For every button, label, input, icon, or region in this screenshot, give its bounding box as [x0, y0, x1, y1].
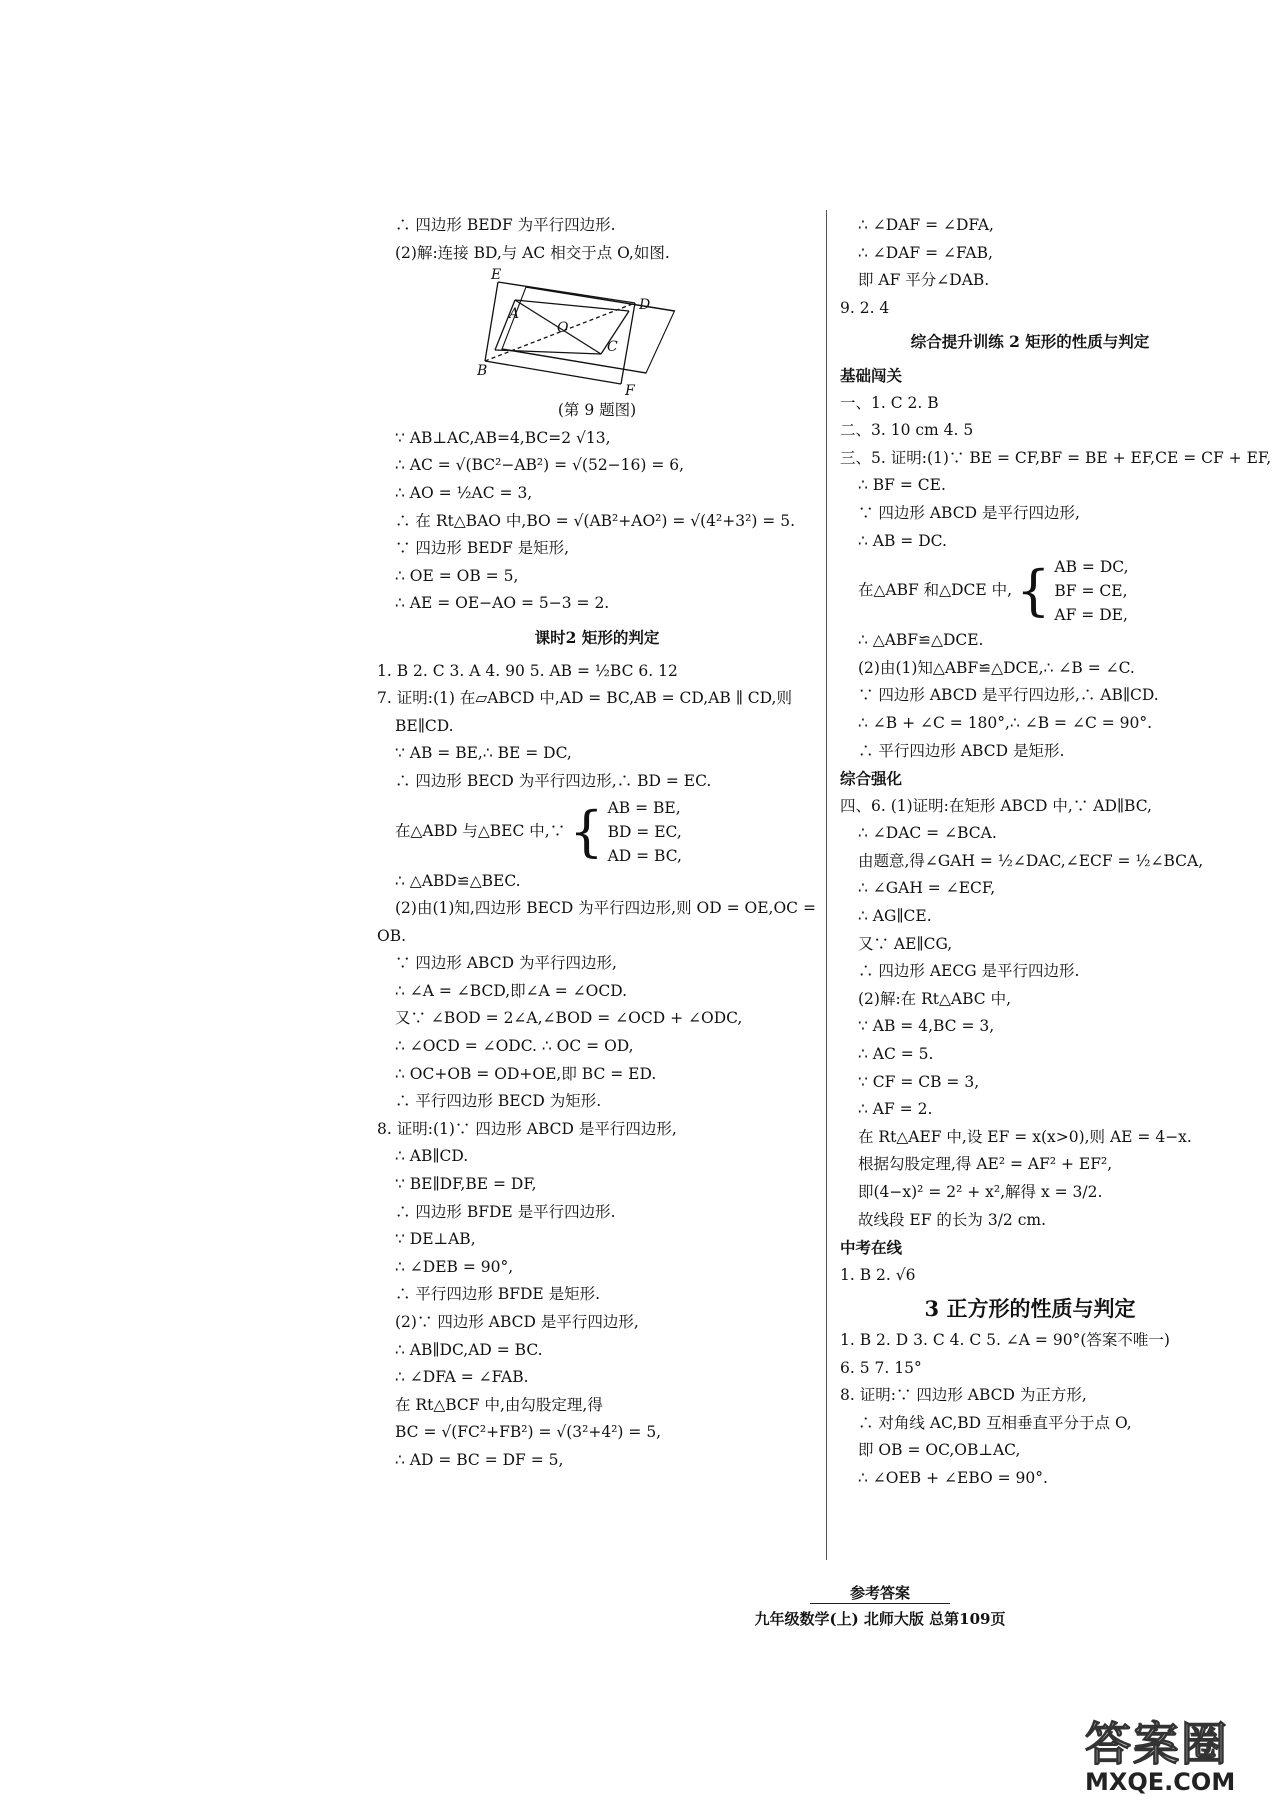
column-divider [826, 210, 827, 1560]
label-D: D [639, 297, 651, 314]
text-line: ∵ AB = BE,∴ BE = DC, [395, 744, 572, 763]
text-line: ∴ ∠A = ∠BCD,即∠A = ∠OCD. [395, 981, 628, 1000]
text-line: ∴ AC = 5. [858, 1045, 934, 1064]
text-line: ∴ BF = CE. [858, 476, 946, 495]
text-line: ∴ 平行四边形 ABCD 是矩形. [858, 741, 1065, 760]
label-A: A [509, 306, 520, 323]
text-line: 8. 证明:∵ 四边形 ABCD 为正方形, [840, 1386, 1087, 1405]
text-line: ∴ △ABD≌△BEC. [395, 871, 521, 890]
brace-icon: { [569, 799, 604, 863]
text-line: ∴ AO = ½AC = 3, [395, 483, 533, 502]
brace-prefix: 在△ABD 与△BEC 中,∵ [395, 821, 566, 840]
footer-subtitle: 九年级数学(上) 北师大版 总第109页 [754, 1610, 1006, 1628]
text-line: 7. 证明:(1) 在▱ABCD 中,AD = BC,AB = CD,AB ∥ CD,则 [377, 689, 792, 708]
brace-item: AF = DE, [1054, 606, 1128, 625]
text-line: ∴ AF = 2. [858, 1100, 933, 1119]
text-line: ∴ ∠DAF = ∠DFA, [858, 216, 994, 234]
answer-line: 1. B 2. √6 [840, 1265, 916, 1284]
brace-group [377, 796, 817, 868]
brace-group [840, 555, 1220, 627]
text-line: (2)由(1)知,四边形 BECD 为平行四边形,则 OD = OE,OC = [395, 899, 816, 918]
answer-line: 1. B 2. D 3. C 4. C 5. ∠A = 90°(答案不唯一) [840, 1330, 1170, 1349]
text-line: ∴ 四边形 BFDE 是平行四边形. [395, 1202, 616, 1221]
text-line: ∴ 在 Rt△BAO 中,BO = √(AB²+AO²) = √(4²+3²) = 5. [395, 511, 795, 530]
text-line: BC = √(FC²+FB²) = √(3²+4²) = 5, [395, 1423, 662, 1442]
text-line: (2)解:在 Rt△ABC 中, [858, 989, 1012, 1008]
brace-item: BD = EC, [607, 822, 682, 841]
text-line: ∵ 四边形 ABCD 是平行四边形,∴ AB∥CD. [858, 686, 1159, 705]
text-line: (2)∵ 四边形 ABCD 是平行四边形, [395, 1313, 639, 1331]
text-line: ∴ AD = BC = DF = 5, [395, 1450, 564, 1469]
text-line: ∵ AB⊥AC,AB=4,BC=2 √13, [395, 428, 611, 447]
text-line: ∴ ∠DAF = ∠FAB, [858, 243, 993, 262]
subsection-title: 中考在线 [840, 1238, 903, 1258]
label-O: O [557, 320, 569, 337]
brace-item: AB = BE, [607, 798, 681, 817]
watermark-logo [1085, 1708, 1255, 1796]
text-line: ∵ BE∥DF,BE = DF, [395, 1175, 537, 1194]
text-line: 8. 证明:(1)∵ 四边形 ABCD 是平行四边形, [377, 1119, 677, 1138]
text-line: 三、5. 证明:(1)∵ BE = CF,BF = BE + EF,CE = CF + EF, [840, 448, 1272, 467]
text-line: 故线段 EF 的长为 3/2 cm. [858, 1210, 1047, 1229]
brace-prefix: 在△ABF 和△DCE 中, [858, 581, 1013, 600]
text-line: ∴ ∠B + ∠C = 180°,∴ ∠B = ∠C = 90°. [858, 713, 1153, 732]
label-E: E [491, 267, 502, 284]
label-C: C [607, 339, 618, 356]
text-line: 又∵ AE∥CG, [858, 934, 953, 953]
text-line: ∴ AC = √(BC²−AB²) = √(52−16) = 6, [395, 456, 685, 475]
text-line: ∵ CF = CB = 3, [858, 1072, 980, 1091]
text-line: ∴ AG∥CE. [858, 907, 932, 926]
brace-item: BF = CE, [1054, 582, 1128, 601]
figure-9 [377, 267, 817, 397]
text-line: 在 Rt△BCF 中,由勾股定理,得 [395, 1395, 603, 1414]
subsection-title: 综合强化 [840, 769, 903, 789]
text-line: 在 Rt△AEF 中,设 EF = x(x>0),则 AE = 4−x. [858, 1127, 1192, 1146]
text-line: ∴ ∠GAH = ∠ECF, [858, 879, 996, 898]
text-line: ∴ 四边形 BECD 为平行四边形,∴ BD = EC. [395, 771, 712, 790]
text-line: ∴ OC+OB = OD+OE,即 BC = ED. [395, 1064, 657, 1083]
page-footer [700, 1582, 1060, 1629]
text-line: (2)解:连接 BD,与 AC 相交于点 O,如图. [395, 243, 670, 262]
text-line: ∴ 平行四边形 BFDE 是矩形. [395, 1285, 601, 1304]
subsection-title: 基础闯关 [840, 365, 903, 385]
text-line: ∴ ∠DFA = ∠FAB. [395, 1368, 529, 1387]
section-heading: 课时2 矩形的判定 [534, 627, 660, 647]
text-line: 四、6. (1)证明:在矩形 ABCD 中,∵ AD∥BC, [840, 796, 1152, 815]
text-line: ∴ 四边形 AECG 是平行四边形. [858, 962, 1080, 981]
text-line: ∴ AE = OE−AO = 5−3 = 2. [395, 594, 610, 613]
text-line: ∴ 对角线 AC,BD 互相垂直平分于点 O, [858, 1413, 1132, 1432]
text-line: 即 OB = OC,OB⊥AC, [858, 1441, 1021, 1460]
text-line: ∴ ∠DAC = ∠BCA. [858, 824, 997, 843]
answer-line: 1. B 2. C 3. A 4. 90 5. AB = ½BC 6. 12 [377, 661, 678, 680]
label-F: F [625, 383, 635, 398]
text-line: BE∥CD. [395, 716, 454, 735]
text-line: 根据勾股定理,得 AE² = AF² + EF², [858, 1155, 1113, 1174]
text-line: 即 AF 平分∠DAB. [858, 271, 990, 290]
chapter-heading: 3 正方形的性质与判定 [924, 1296, 1136, 1322]
text-line: 即(4−x)² = 2² + x²,解得 x = 3/2. [858, 1183, 1103, 1201]
watermark-text: 答案圈 [1085, 1717, 1229, 1771]
text-line: OB. [377, 926, 407, 945]
text-line: ∵ DE⊥AB, [395, 1230, 476, 1249]
brace-icon: { [1016, 559, 1051, 623]
footer-title: 参考答案 [810, 1582, 950, 1604]
left-column [377, 212, 817, 1475]
text-line: ∴ AB∥DC,AD = BC. [395, 1340, 543, 1359]
right-column [840, 212, 1272, 1493]
text-line: ∴ 平行四边形 BECD 为矩形. [395, 1092, 602, 1111]
figure-caption: (第 9 题图) [557, 401, 637, 420]
label-B: B [477, 363, 488, 380]
text-line: ∴ △ABF≌△DCE. [858, 631, 984, 650]
answer-line: 二、3. 10 cm 4. 5 [840, 421, 974, 440]
text-line: ∴ AB∥CD. [395, 1147, 469, 1166]
parallelogram-diagram [477, 267, 677, 397]
text-line: 又∵ ∠BOD = 2∠A,∠BOD = ∠OCD + ∠ODC, [395, 1009, 743, 1028]
text-line: ∵ 四边形 ABCD 为平行四边形, [395, 954, 617, 973]
text-line: 由题意,得∠GAH = ½∠DAC,∠ECF = ½∠BCA, [858, 851, 1204, 870]
answer-line: 一、1. C 2. B [840, 393, 939, 412]
text-line: ∴ OE = OB = 5, [395, 566, 519, 585]
text-line: (2)由(1)知△ABF≌△DCE,∴ ∠B = ∠C. [858, 658, 1135, 677]
text-line: 9. 2. 4 [840, 298, 890, 317]
text-line: ∴ ∠OCD = ∠ODC. ∴ OC = OD, [395, 1037, 634, 1056]
text-line: ∵ 四边形 ABCD 是平行四边形, [858, 503, 1080, 522]
text-line: ∴ ∠DEB = 90°, [395, 1257, 514, 1276]
brace-item: AD = BC, [607, 846, 682, 865]
text-line: ∵ AB = 4,BC = 3, [858, 1017, 995, 1036]
text-line: ∴ AB = DC. [858, 531, 947, 550]
text-line: ∴ ∠OEB + ∠EBO = 90°. [858, 1468, 1048, 1487]
text-line: ∵ 四边形 BEDF 是矩形, [395, 539, 570, 558]
watermark-domain: MXQE.COM [1085, 1768, 1236, 1796]
text-line: ∴ 四边形 BEDF 为平行四边形. [395, 216, 616, 234]
section-heading: 综合提升训练 2 矩形的性质与判定 [910, 332, 1150, 352]
answer-line: 6. 5 7. 15° [840, 1358, 922, 1377]
brace-item: AB = DC, [1054, 558, 1129, 577]
